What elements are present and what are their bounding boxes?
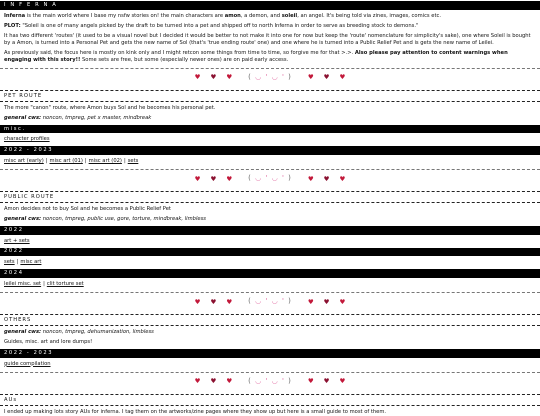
face-right: ) [288, 174, 292, 183]
heart-icon: ♥ [339, 174, 346, 183]
heart-icon: ♥ [323, 377, 330, 386]
page-title: I N F E R N A [4, 1, 58, 8]
year-bar: 2024 [0, 269, 540, 278]
decorative-divider [0, 292, 540, 311]
focus-text-b: Some sets are free, but some (especially newer ones) are on paid early access. [80, 56, 289, 63]
link-guide-compilation[interactable]: guide compilation [4, 360, 51, 367]
intro-inferna: Inferna [4, 12, 26, 19]
face-mid: ◡ ' ◡ ' [255, 376, 285, 385]
decorative-divider [0, 372, 540, 391]
cws-list: noncon, tmpreg, dehumanization, limbless [41, 328, 154, 335]
face-left: ( [248, 376, 252, 385]
face-mid: ◡ ' ◡ ' [255, 297, 285, 306]
heart-icon: ♥ [307, 174, 314, 183]
face-left: ( [248, 174, 252, 183]
year-bar: 2022 - 2023 [0, 349, 540, 358]
page-title-bar [0, 1, 540, 10]
heart-icon: ♥ [323, 73, 330, 82]
kaomoji-face [248, 73, 292, 82]
heart-icon: ♥ [323, 297, 330, 306]
decorative-divider [0, 169, 540, 188]
aus-desc: I ended up making lots story AUs for inferna. I tag them on the artworks/zine pages where they show up but here is a small guide to most of them. [4, 408, 387, 415]
link-separator: | [45, 157, 48, 164]
year-bar: 2022 [0, 226, 540, 235]
cws-list: noncon, tmpreg, public use, gore, torture, mindbreak, limbless [41, 216, 206, 223]
heart-icon: ♥ [226, 297, 233, 306]
kaomoji-face [248, 174, 292, 183]
link-sets[interactable]: sets [4, 259, 15, 266]
public-links-3 [0, 281, 540, 288]
plot-paragraph [0, 23, 540, 30]
heart-icon: ♥ [210, 73, 217, 82]
kaomoji-face [248, 377, 292, 386]
link-art-sets[interactable]: art + sets [4, 237, 30, 244]
face-left: ( [248, 297, 252, 306]
routes-paragraph: It has two different 'routes' (it used to be a visual novel but I decided it would be better to not make it into one for now but keep the 'route' nomenclature for simplicity's sake), one where Soleil is bought by a Amon, is turned into a Personal Pet and gets the new name of Sol (that's 'true ending route' one) and one where he is turned into a Public Relief Pet and is gets the new name of Leilei. [4, 32, 531, 46]
section-heading-pet-route: PET ROUTE [0, 90, 540, 102]
others-links [0, 361, 540, 368]
pet-route-cws [0, 115, 540, 122]
misc-bar: misc. [0, 125, 540, 134]
heart-icon: ♥ [226, 377, 233, 386]
link-separator: | [84, 157, 87, 164]
face-left: ( [248, 72, 252, 81]
cws-label: general cws: [4, 328, 42, 335]
cws-label: general cws: [4, 114, 42, 121]
link-clit-torture-set[interactable]: clit torture set [46, 280, 84, 287]
others-cws [0, 329, 540, 336]
pet-misc-links [0, 136, 540, 143]
heart-icon: ♥ [226, 73, 233, 82]
others-desc: Guides, misc. art and lore dumps! [4, 338, 93, 345]
pet-route-desc: The more "canon" route, where Amon buys Sol and he becomes his personal pet. [4, 104, 216, 111]
link-misc-art-01[interactable]: misc art (01) [49, 157, 83, 164]
section-heading-aus: AUs [0, 394, 540, 406]
link-separator: | [16, 259, 19, 266]
intro-soleil: soleil [281, 12, 298, 19]
public-route-cws [0, 216, 540, 223]
public-links-1 [0, 238, 540, 245]
kaomoji-face [248, 297, 292, 306]
intro-text-a: is the main world where I base my nsfw stories on! the main characters are [25, 12, 225, 19]
decorative-divider [0, 68, 540, 87]
content-warning-notice: Also please pay attention to content warnings when engaging with this story!! [4, 49, 508, 63]
plot-text: "Soleil is one of many angels picked by the draft to be turned into a pet and shipped off to north Inferna in order to serve as breeding stock to demons." [20, 22, 419, 29]
heart-icon: ♥ [307, 73, 314, 82]
link-sets[interactable]: sets [127, 157, 139, 164]
face-right: ) [288, 72, 292, 81]
heart-icon: ♥ [210, 174, 217, 183]
focus-text-a: As previously said, the focus here is mostly on kink only and I might retcon some things from time to time, so forgive me for that >.>. [4, 49, 355, 56]
intro-amon: amon [224, 12, 241, 19]
page [0, 1, 540, 416]
link-misc-art[interactable]: misc art [20, 259, 42, 266]
heart-icon: ♥ [194, 377, 201, 386]
heart-icon: ♥ [307, 377, 314, 386]
intro-paragraph [0, 13, 540, 20]
year-bar: 2022 - 2023 [0, 146, 540, 155]
intro-text-b: , a demon, and [240, 12, 282, 19]
heart-icon: ♥ [339, 297, 346, 306]
link-separator: | [43, 280, 45, 287]
focus-paragraph [0, 50, 540, 64]
heart-icon: ♥ [339, 377, 346, 386]
pet-year-links [0, 158, 540, 165]
heart-icon: ♥ [210, 297, 217, 306]
heart-icon: ♥ [194, 174, 201, 183]
link-character-profiles[interactable]: character profiles [4, 136, 50, 143]
face-mid: ◡ ' ◡ ' [255, 72, 285, 81]
link-misc-art-early[interactable]: misc art (early) [4, 157, 44, 164]
intro-text-c: , an angel. It's being told via zines, images, comics etc. [297, 12, 442, 19]
heart-icon: ♥ [307, 297, 314, 306]
link-misc-art-02[interactable]: misc art (02) [88, 157, 122, 164]
heart-icon: ♥ [194, 297, 201, 306]
heart-icon: ♥ [210, 377, 217, 386]
year-bar: 2022 [0, 248, 540, 257]
section-heading-others: OTHERS [0, 314, 540, 326]
face-right: ) [288, 297, 292, 306]
section-heading-public-route: PUBLIC ROUTE [0, 191, 540, 203]
heart-icon: ♥ [323, 174, 330, 183]
link-separator: | [123, 157, 126, 164]
face-right: ) [288, 376, 292, 385]
link-leilei-misc-set[interactable]: leilei misc. set [4, 280, 42, 287]
public-route-desc: Amon decides not to buy Sol and he becomes a Public Relief Pet [4, 206, 171, 213]
heart-icon: ♥ [339, 73, 346, 82]
face-mid: ◡ ' ◡ ' [255, 174, 285, 183]
plot-label: PLOT: [4, 22, 21, 29]
heart-icon: ♥ [226, 174, 233, 183]
public-links-2 [0, 259, 540, 266]
cws-label: general cws: [4, 216, 42, 223]
cws-list: noncon, tmpreg, pet x master, mindbreak [41, 114, 152, 121]
heart-icon: ♥ [194, 73, 201, 82]
